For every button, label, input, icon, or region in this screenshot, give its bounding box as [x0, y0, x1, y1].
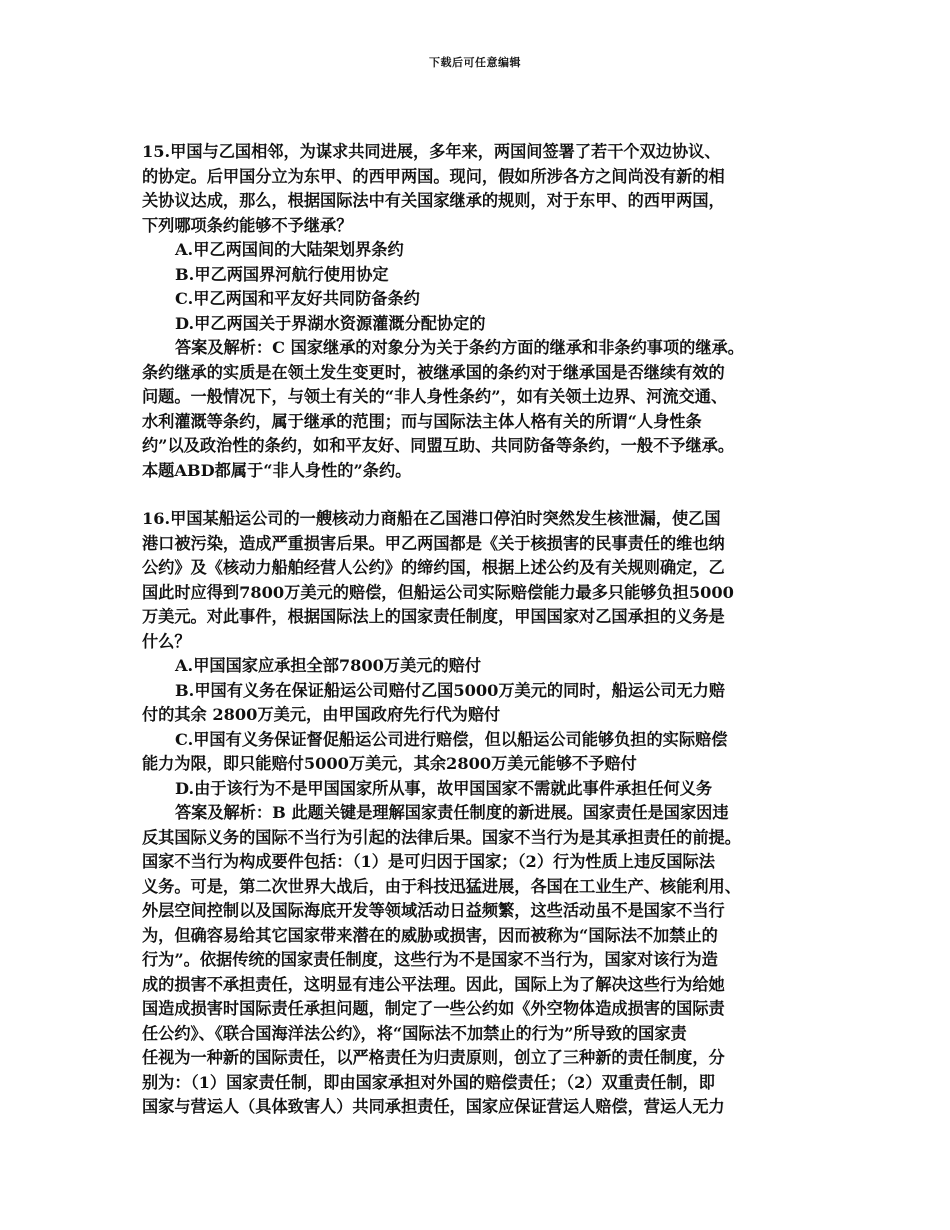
question-16-answer-line: 任公约》、《联合国海洋法公约》，将“国际法不加禁止的行为”所导致的国家责: [142, 1023, 687, 1043]
question-16-answer-line: 别为：（1）国家责任制，即由国家承担对外国的赔偿责任；（2）双重责任制，即: [142, 1072, 715, 1092]
question-16-text-line: 16.甲国某船运公司的一艘核动力商船在乙国港口停泊时突然发生核泄漏，使乙国: [142, 509, 721, 528]
question-15-answer-line: 问题。一般情况下，与领土有关的“非人身性条约”，如有关领土边界、河流交通、: [142, 387, 728, 406]
question-15-option-b: B.甲乙两国界河航行使用协定: [175, 264, 389, 284]
question-15-answer-line: 水利灌溉等条约，属于继承的范围；而与国际法主体人格有关的所谓“人身性条: [142, 411, 702, 431]
question-16-text-line: 公约》及《核动力船舶经营人公约》的缔约国，根据上述公约及有关规则确定，乙: [142, 558, 725, 577]
question-16-answer-line: 国家不当行为构成要件包括：（1）是可归因于国家；（2）行为性质上违反国际法: [142, 852, 715, 871]
question-16-text-line: 什么？: [142, 631, 191, 651]
question-15-option-d: D.甲乙两国关于界湖水资源灌溉分配协定的: [175, 313, 486, 333]
question-16-option-a: A.甲国国家应承担全部7800万美元的赔付: [175, 656, 482, 675]
question-16-text-line: 国此时应得到7800万美元的赔偿，但船运公司实际赔偿能力最多只能够负担5000: [142, 582, 734, 602]
page-header: 下载后可任意编辑: [429, 56, 521, 69]
question-16-option-c-continued: 能力为限，即只能赔付5000万美元，其余2800万美元能够不予赔付: [142, 754, 637, 773]
question-15-text-line: 关协议达成，那么，根据国际法中有关国家继承的规则，对于东甲、的西甲两国，: [142, 191, 725, 210]
question-15-text-line: 15.甲国与乙国相邻，为谋求共同进展，多年来，两国间签署了若干个双边协议、: [142, 142, 721, 161]
question-16-option-c: C.甲国有义务保证督促船运公司进行赔偿，但以船运公司能够负担的实际赔偿: [175, 729, 728, 749]
question-16-option-b-continued: 付的其余 2800万美元，由甲国政府先行代为赔付: [142, 705, 501, 724]
question-16-answer-line: 义务。可是，第二次世界大战后，由于科技迅猛进展，各国在工业生产、核能利用、: [142, 876, 741, 896]
question-16-text-line: 万美元。对此事件，根据国际法上的国家责任制度，甲国国家对乙国承担的义务是: [142, 607, 725, 626]
question-15-answer-line: 条约继承的实质是在领土发生变更时，被继承国的条约对于继承国是否继续有效的: [142, 362, 725, 382]
question-16-answer-line: 国家与营运人（具体致害人）共同承担责任，国家应保证营运人赔偿，营运人无力: [142, 1097, 725, 1116]
question-16-option-b: B.甲国有义务在保证船运公司赔付乙国5000万美元的同时，船运公司无力赔: [175, 680, 725, 700]
question-16-answer-line: 为，但确容易给其它国家带来潜在的威胁或损害，因而被称为“国际法不加禁止的: [142, 925, 718, 945]
question-16-answer-line: 反其国际义务的国际不当行为引起的法律后果。国家不当行为是其承担责任的前提。: [142, 827, 741, 847]
question-16-text-line: 港口被污染，造成严重损害后果。甲乙两国都是《关于核损害的民事责任的维也纳: [142, 533, 725, 553]
question-16-answer-line: 国造成损害时国际责任承担问题，制定了一些公约如《外空物体造成损害的国际责: [142, 999, 725, 1018]
section-gap: [142, 483, 822, 507]
question-15-answer-line: 本题ABD都属于“非人身性的”条约。: [142, 460, 412, 480]
question-16-option-d: D.由于该行为不是甲国国家所从事，故甲国国家不需就此事件承担任何义务: [175, 778, 713, 798]
question-15-answer-line: 答案及解析：C 国家继承的对象分为关于条约方面的继承和非条约事项的继承。: [175, 338, 744, 357]
question-16-answer-line: 任视为一种新的国际责任，以严格责任为归责原则，创立了三种新的责任制度，分: [142, 1048, 725, 1067]
question-15-answer-line: 约”以及政治性的条约，如和平友好、同盟互助、共同防备等条约，一般不予继承。: [142, 436, 735, 455]
question-16: [142, 507, 822, 1120]
question-16-answer-line: 答案及解析：B 此题关键是理解国家责任制度的新进展。国家责任是国家因违: [175, 803, 729, 822]
question-15-option-a: A.甲乙两国间的大陆架划界条约: [175, 240, 404, 259]
question-15: [142, 140, 822, 483]
question-16-answer-line: 行为”。依据传统的国家责任制度，这些行为不是国家不当行为，国家对该行为造: [142, 950, 718, 969]
question-16-answer-line: 外层空间控制以及国际海底开发等领域活动日益频繁，这些活动虽不是国家不当行: [142, 901, 725, 920]
question-16-answer-line: 成的损害不承担责任，这明显有违公平法理。因此，国际上为了解决这些行为给她: [142, 974, 725, 994]
question-15-option-c: C.甲乙两国和平友好共同防备条约: [175, 289, 420, 308]
question-15-text-line: 的协定。后甲国分立为东甲、的西甲两国。现问，假如所涉各方之间尚没有新的相: [142, 166, 725, 186]
document-body: [142, 140, 822, 1120]
question-15-text-line: 下列哪项条约能够不予继承？: [142, 215, 353, 235]
